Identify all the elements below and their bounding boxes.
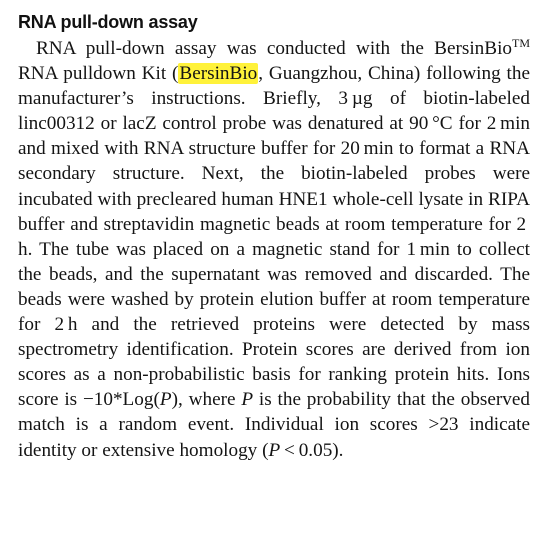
highlighted-text: BersinBio (179, 63, 258, 85)
body-paragraph (18, 36, 530, 463)
variable-p: P (241, 389, 254, 411)
paragraph-text-5: is the probability that the observed match is a random event. Individual ion scores >23 indicate identity or extensive homology ( (18, 389, 530, 461)
section-heading: RNA pull-down assay (18, 12, 198, 32)
variable-p: P (268, 439, 281, 461)
paragraph-text-6: < 0.05). (280, 439, 344, 461)
paragraph-text-4: ), where (171, 389, 242, 411)
paragraph-text-3: , Guangzhou, China) following the manufacturer’s instructions. Briefly, 3 µg of biotin-labeled linc00312 or lacZ control probe was denatured at 90 °C for 2 min and mixed with RNA structure buffer for 20 min to format a RNA secondary structure. Next, the biotin-labeled probes were incubated with precleared human HNE1 whole-cell lysate in RIPA buffer and streptavidin magnetic beads at room temperature for 2 h. The tube was placed on a magnetic stand for 1 min to collect the beads, and the supernatant was removed and discarded. The beads were washed by protein elution buffer at room temperature for 2 h and the retrieved proteins were detected by mass spectrometry identification. Protein scores are derived from ion scores as a non-probabilistic basis for ranking protein hits. Ions score is −10*Log( (18, 63, 530, 411)
variable-p: P (159, 389, 172, 411)
paragraph-text-2: RNA pulldown Kit ( (18, 63, 179, 85)
trademark-symbol: TM (512, 36, 530, 50)
paragraph-text-1: RNA pull-down assay was conducted with the BersinBio (36, 38, 512, 59)
document-page (18, 10, 530, 463)
